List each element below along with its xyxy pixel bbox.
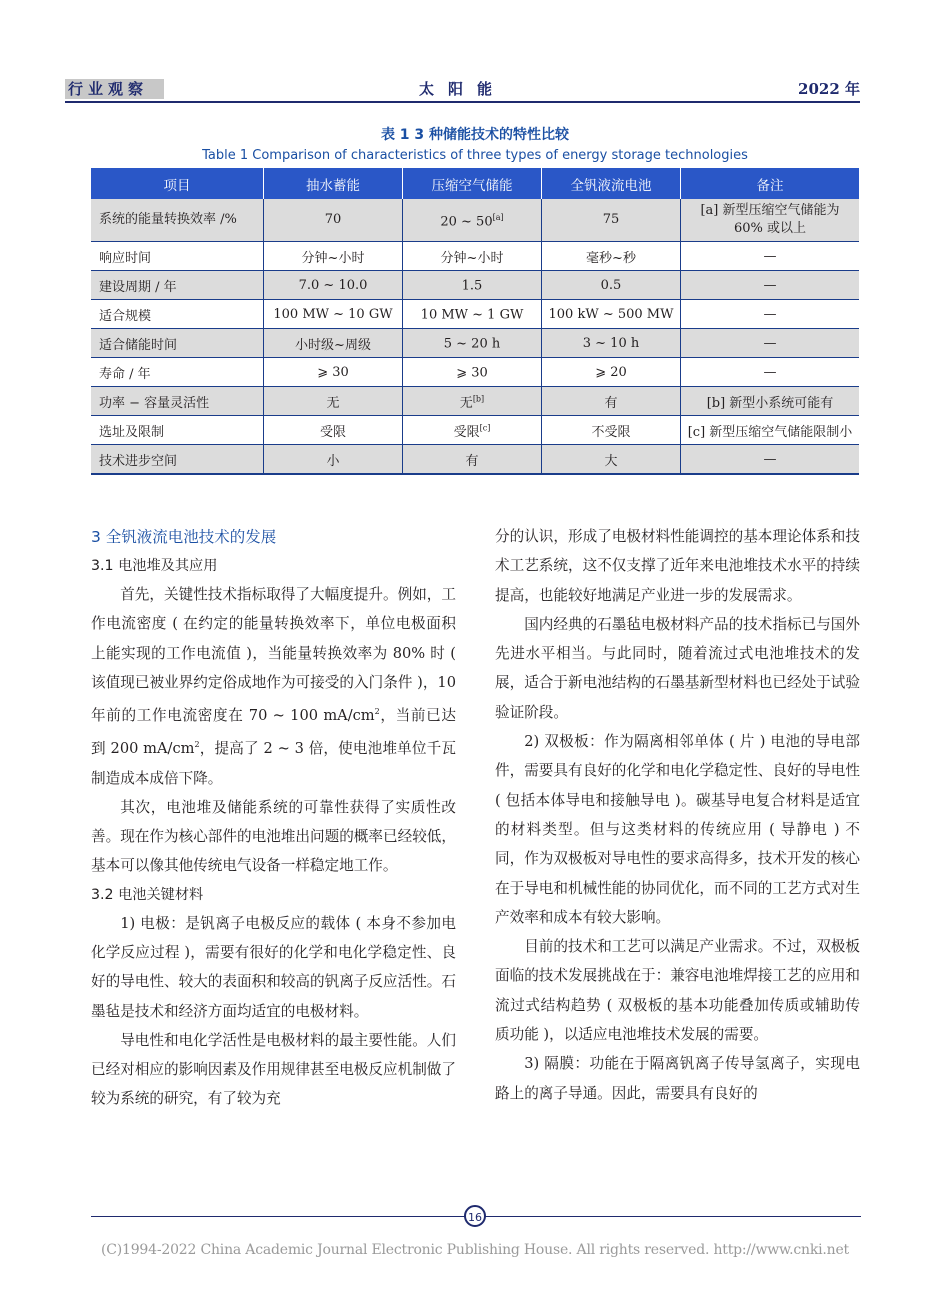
note-cell: — xyxy=(681,445,860,475)
caes-cell: 5 ~ 20 h xyxy=(403,329,542,358)
vrfb-cell: ⩾ 20 xyxy=(542,358,681,387)
paragraph: 目前的技术和工艺可以满足产业需求。不过，双极板面临的技术发展挑战在于：兼容电池堆焊接工艺的应用和流过式结构趋势 ( 双极板的基本功能叠加传质或辅助传质功能 )，以适应电池堆技术发展的需要。 xyxy=(495,938,860,1044)
pumped-hydro-cell: 无 xyxy=(264,387,403,416)
pumped-hydro-cell: 70 xyxy=(264,199,403,242)
pumped-hydro-cell: 分钟~小时 xyxy=(264,242,403,271)
vrfb-cell: 100 kW ~ 500 MW xyxy=(542,300,681,329)
table-row xyxy=(91,329,859,358)
row-item-cell: 系统的能量转换效率 /% xyxy=(91,199,264,242)
paragraph: 国内经典的石墨毡电极材料产品的技术指标已与国外先进水平相当。与此同时，随着流过式电池堆技术的发展，适合于新电池结构的石墨基新型材料也已经处于试验验证阶段。 xyxy=(495,615,860,721)
row-item-cell: 技术进步空间 xyxy=(91,445,264,475)
running-header xyxy=(65,79,860,101)
paragraph: 首先，关键性技术指标取得了大幅度提升。例如，工作电流密度 ( 在约定的能量转换效率下，单位电极面积上能实现的工作电流值 )，当能量转换效率为 80% 时 ( 该值现已被业界约定俗成地作为可接受的入门条件 )，10 年前的工作电流密度在 70 ~ 100 $mA/cm^2$，当前已达到 200 $mA/cm^2$，提高了 2 ~ 3 倍，使电池堆单位千瓦制造成本成倍下降。 xyxy=(91,586,456,787)
footnote-marker: [a] xyxy=(492,212,504,222)
row-item-cell: 寿命 / 年 xyxy=(91,358,264,387)
vrfb-cell: 有 xyxy=(542,387,681,416)
comparison-table xyxy=(91,168,859,475)
caes-cell: 1.5 xyxy=(403,271,542,300)
vrfb-cell: 0.5 xyxy=(542,271,681,300)
table-row xyxy=(91,416,859,445)
subsection-heading: 3.1 电池堆及其应用 xyxy=(91,558,218,574)
header-cell: 全钒液流电池 xyxy=(542,168,681,199)
pumped-hydro-cell: 7.0 ~ 10.0 xyxy=(264,271,403,300)
footnote-marker: [c] xyxy=(479,423,491,433)
journal-title: 太阳能 xyxy=(418,80,506,98)
right-column xyxy=(495,522,860,1108)
note-cell: — xyxy=(681,271,860,300)
table-caption-en: Table 1 Comparison of characteristics of three types of energy storage technologies xyxy=(202,148,748,163)
paragraph: 2) 双极板：作为隔离相邻单体 ( 片 ) 电池的导电部件，需要具有良好的化学和电化学稳定性、良好的导电性 ( 包括本体导电和接触导电 )。碳基导电复合材料是适宜的材料类型。但与这类材料的传统应用 ( 导静电 ) 不同，作为双极板对导电性的要求高得多，技术开发的核心在于导电和机械性能的协同优化，而不同的工艺方式对生产效率和成本有较大影响。 xyxy=(495,733,860,926)
vrfb-cell: 不受限 xyxy=(542,416,681,445)
pumped-hydro-cell: 小时级~周级 xyxy=(264,329,403,358)
table-caption-cn: 表 1 3 种储能技术的特性比较 xyxy=(380,127,570,143)
left-column xyxy=(91,522,456,1114)
section-heading: 3 全钒液流电池技术的发展 xyxy=(91,528,277,546)
caes-cell: 受限[c] xyxy=(403,416,542,445)
page-number: 16 xyxy=(464,1205,486,1227)
header-cell: 项目 xyxy=(91,168,264,199)
row-item-cell: 适合规模 xyxy=(91,300,264,329)
vrfb-cell: 75 xyxy=(542,199,681,242)
caes-cell: 分钟~小时 xyxy=(403,242,542,271)
table-row xyxy=(91,445,859,475)
vrfb-cell: 大 xyxy=(542,445,681,475)
paragraph: 导电性和电化学活性是电极材料的最主要性能。人们已经对相应的影响因素及作用规律甚至电极反应机制做了较为系统的研究，有了较为充 xyxy=(91,1031,456,1108)
row-item-cell: 建设周期 / 年 xyxy=(91,271,264,300)
note-cell: — xyxy=(681,242,860,271)
row-item-cell: 功率 − 容量灵活性 xyxy=(91,387,264,416)
note-cell: [b] 新型小系统可能有 xyxy=(681,387,860,416)
issue-year: 2022 年 xyxy=(798,80,860,98)
table-row xyxy=(91,199,859,242)
paragraph: 分的认识，形成了电极材料性能调控的基本理论体系和技术工艺系统，这不仅支撑了近年来电池堆技术水平的持续提高，也能较好地满足产业进一步的发展需求。 xyxy=(495,528,860,604)
copyright-notice: (C)1994-2022 China Academic Journal Electronic Publishing House. All rights reserved. http://www.cnki.net xyxy=(100,1242,849,1258)
table-row xyxy=(91,358,859,387)
pumped-hydro-cell: 100 MW ~ 10 GW xyxy=(264,300,403,329)
header-rule xyxy=(65,101,860,103)
note-cell: [a] 新型压缩空气储能为 60% 或以上 xyxy=(681,199,860,242)
note-cell: — xyxy=(681,300,860,329)
caes-cell: 10 MW ~ 1 GW xyxy=(403,300,542,329)
table-row xyxy=(91,387,859,416)
table-header-row xyxy=(91,168,859,199)
caes-cell: ⩾ 30 xyxy=(403,358,542,387)
paragraph: 3) 隔膜：功能在于隔离钒离子传导氢离子，实现电路上的离子导通。因此，需要具有良好的 xyxy=(495,1055,860,1102)
section-label: 行业观察 xyxy=(65,79,164,99)
table-row xyxy=(91,242,859,271)
caes-cell: 无[b] xyxy=(403,387,542,416)
table-row xyxy=(91,300,859,329)
pumped-hydro-cell: ⩾ 30 xyxy=(264,358,403,387)
row-item-cell: 适合储能时间 xyxy=(91,329,264,358)
paragraph: 1) 电极：是钒离子电极反应的载体 ( 本身不参加电化学反应过程 )，需要有很好的化学和电化学稳定性、良好的导电性、较大的表面积和较高的钒离子反应活性。石墨毡是技术和经济方面均适宜的电极材料。 xyxy=(91,914,456,1020)
caes-cell: 有 xyxy=(403,445,542,475)
header-cell: 压缩空气储能 xyxy=(403,168,542,199)
footnote-marker: [b] xyxy=(472,394,485,404)
header-cell: 备注 xyxy=(681,168,860,199)
subsection-heading: 3.2 电池关键材料 xyxy=(91,886,204,903)
row-item-cell: 选址及限制 xyxy=(91,416,264,445)
note-cell: — xyxy=(681,358,860,387)
vrfb-cell: 3 ~ 10 h xyxy=(542,329,681,358)
caes-cell: 20 ~ 50[a] xyxy=(403,199,542,242)
note-cell: — xyxy=(681,329,860,358)
table-row xyxy=(91,271,859,300)
paragraph: 其次，电池堆及储能系统的可靠性获得了实质性改善。现在作为核心部件的电池堆出问题的概率已经较低，基本可以像其他传统电气设备一样稳定地工作。 xyxy=(91,798,456,875)
pumped-hydro-cell: 受限 xyxy=(264,416,403,445)
vrfb-cell: 毫秒~秒 xyxy=(542,242,681,271)
header-cell: 抽水蓄能 xyxy=(264,168,403,199)
note-cell: [c] 新型压缩空气储能限制小 xyxy=(681,416,860,445)
row-item-cell: 响应时间 xyxy=(91,242,264,271)
pumped-hydro-cell: 小 xyxy=(264,445,403,475)
